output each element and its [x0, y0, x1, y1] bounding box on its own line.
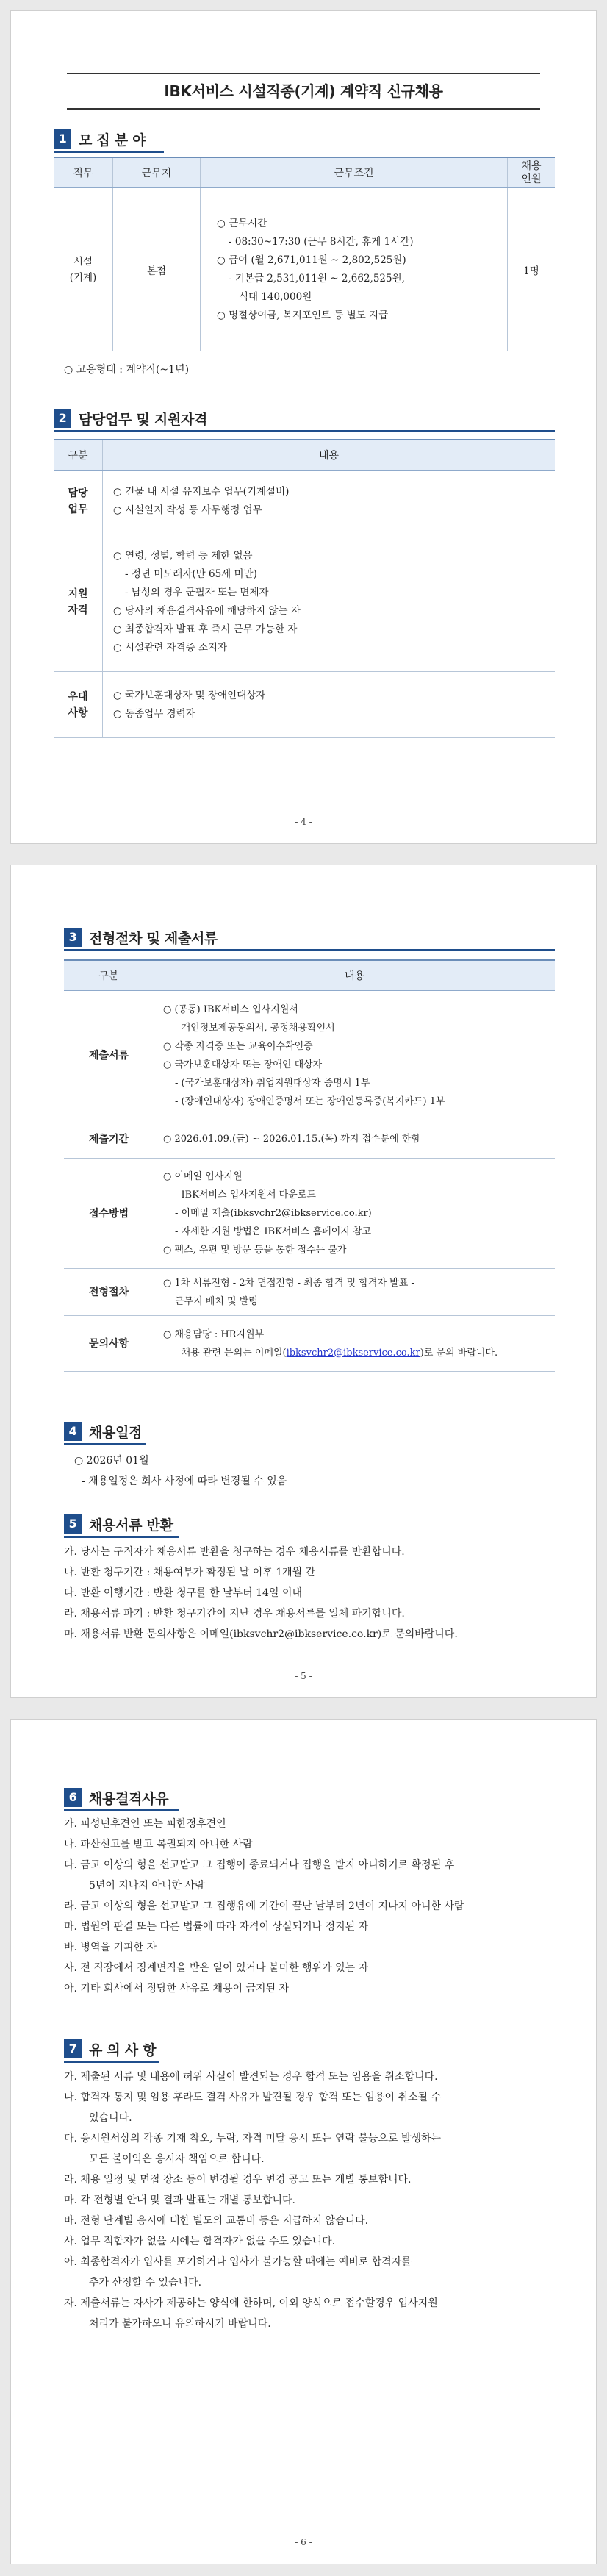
method-content	[154, 1159, 556, 1269]
content-line: ○ 연령, 성별, 학력 등 제한 없음	[113, 549, 253, 562]
content-line: ○ 각종 자격증 또는 교육이수확인증	[163, 1040, 313, 1052]
content-line: ○ 동종업무 경력자	[113, 707, 195, 720]
disq-item: 바. 병역을 기피한 자	[64, 1942, 157, 1953]
header-content: 내용	[103, 440, 556, 471]
schedule-line: ○ 2026년 01월	[74, 1455, 149, 1467]
content-line: ○ (공통) IBK서비스 입사지원서	[163, 1003, 298, 1015]
return-list	[64, 1542, 458, 1645]
disq-item: 가. 피성년후견인 또는 피한정후견인	[64, 1818, 226, 1830]
job-cell: 시설 (기계)	[54, 188, 113, 351]
content-line: ○ 팩스, 우편 및 방문 등을 통한 접수는 불가	[163, 1245, 347, 1256]
disq-item: 사. 전 직장에서 징계면직을 받은 일이 있거나 불미한 행위가 있는 자	[64, 1962, 369, 1974]
section-number-badge: 5	[64, 1514, 82, 1534]
return-item: 나. 반환 청구기간 : 채용여부가 확정된 날 이후 1개월 간	[64, 1567, 316, 1578]
content-line: - 이메일 제출(ibksvchr2@ibkservice.co.kr)	[175, 1208, 372, 1219]
section-number-badge: 1	[54, 129, 71, 149]
section-heading-recruitment-field	[54, 127, 555, 151]
disqualification-list	[64, 1814, 464, 1999]
note-item: 바. 전형 단계별 응시에 대한 별도의 교통비 등은 지급하지 않습니다.	[64, 2215, 369, 2227]
disq-item: 아. 기타 회사에서 정당한 사유로 채용이 금지된 자	[64, 1983, 290, 1994]
document-title: IBK서비스 시설직종(기계) 계약직 신규채용	[67, 73, 540, 110]
page-number: - 5 -	[295, 1671, 312, 1681]
section-underline	[64, 1443, 146, 1445]
header-conditions: 근무조건	[201, 157, 508, 188]
return-item: 다. 반환 이행기간 : 반환 청구를 한 날부터 14일 이내	[64, 1587, 302, 1599]
period-content	[154, 1120, 556, 1159]
conditions-cell	[201, 188, 508, 351]
section-underline	[64, 1536, 179, 1538]
note-item: 라. 채용 일정 및 면접 장소 등이 변경될 경우 변경 공고 또는 개별 통보합니다.	[64, 2174, 412, 2186]
notes-list	[64, 2067, 441, 2334]
disq-item: 나. 파산선고를 받고 복권되지 아니한 사람	[64, 1839, 253, 1850]
disq-item: 라. 금고 이상의 형을 선고받고 그 집행유예 기간이 끝난 날부터 2년이 지나지 아니한 사람	[64, 1900, 464, 1912]
content-line: ○ 건물 내 시설 유지보수 업무(기계설비)	[113, 485, 290, 498]
section-number-badge: 3	[64, 928, 82, 947]
header-category: 구분	[54, 440, 103, 471]
note-item: 다. 응시원서상의 각종 기재 착오, 누락, 자격 미달 응시 또는 연락 불능으로 발생하는	[64, 2133, 442, 2144]
email-link[interactable]: ibksvchr2@ibkservice.co.kr	[286, 1347, 420, 1359]
content-line: ○ 당사의 채용결격사유에 해당하지 않는 자	[113, 604, 301, 617]
category-period: 제출기간	[64, 1120, 154, 1159]
section-heading-document-return	[64, 1512, 555, 1536]
content-line: - IBK서비스 입사지원서 다운로드	[175, 1189, 316, 1201]
inquiry-content	[154, 1316, 556, 1372]
procedure-content	[154, 1269, 556, 1316]
disq-item: 마. 법원의 판결 또는 다른 법률에 따라 자격이 상실되거나 정지된 자	[64, 1921, 369, 1933]
content-line	[163, 1344, 554, 1362]
content-line: - (국가보훈대상자) 취업지원대상자 증명서 1부	[175, 1077, 370, 1089]
content-line: ○ 이메일 입사지원	[163, 1171, 243, 1182]
content-line: 근무지 배치 및 발령	[175, 1295, 258, 1307]
category-documents: 제출서류	[64, 991, 154, 1120]
schedule-list	[74, 1450, 287, 1492]
return-item: 마. 채용서류 반환 문의사항은 이메일(ibksvchr2@ibkservice.co.kr)로 문의바랍니다.	[64, 1628, 458, 1640]
section-number-badge: 7	[64, 2039, 82, 2058]
header-location: 근무지	[113, 157, 201, 188]
condition-line: ○ 근무시간	[217, 217, 267, 229]
header-job: 직무	[54, 157, 113, 188]
section-title: 채용서류 반환	[89, 1517, 173, 1534]
documents-content	[154, 991, 556, 1120]
condition-line: - 08:30~17:30 (근무 8시간, 휴게 1시간)	[229, 235, 414, 248]
category-qualifications: 지원 자격	[54, 532, 103, 672]
category-method: 접수방법	[64, 1159, 154, 1269]
header-category: 구분	[64, 960, 154, 991]
note-item: 자. 제출서류는 자사가 제공하는 양식에 한하며, 이외 양식으로 접수할경우 입사지원	[64, 2297, 438, 2309]
content-line: - 자세한 지원 방법은 IBK서비스 홈페이지 참고	[175, 1226, 372, 1237]
header-count: 채용 인원	[508, 157, 556, 188]
note-item: 있습니다.	[89, 2112, 132, 2124]
document-page-4	[10, 10, 597, 844]
document-page-6	[10, 1719, 597, 2564]
preferences-content	[103, 672, 556, 738]
return-item: 라. 채용서류 파기 : 반환 청구기간이 지난 경우 채용서류를 일체 파기합니다.	[64, 1608, 405, 1620]
section-number-badge: 6	[64, 1788, 82, 1807]
content-line: ○ 국가보훈대상자 또는 장애인 대상자	[163, 1059, 323, 1070]
content-line: ○ 시설일지 작성 등 사무행정 업무	[113, 504, 262, 516]
section-title: 전형절차 및 제출서류	[89, 930, 218, 947]
section-title: 담당업무 및 지원자격	[79, 411, 208, 428]
section-title: 유 의 사 항	[89, 2042, 157, 2058]
note-item: 나. 합격자 통지 및 임용 후라도 결격 사유가 발견될 경우 합격 또는 임용이 취소될 수	[64, 2092, 442, 2103]
duties-content	[103, 471, 556, 532]
content-line: ○ 국가보훈대상자 및 장애인대상자	[113, 689, 266, 701]
condition-line: 식대 140,000원	[239, 290, 312, 303]
section-underline	[54, 151, 164, 153]
process-table	[64, 959, 555, 1372]
header-content: 내용	[154, 960, 556, 991]
content-line: ○ 최종합격자 발표 후 즉시 근무 가능한 자	[113, 623, 298, 635]
inquiry-prefix: - 채용 관련 문의는 이메일(	[175, 1347, 287, 1359]
content-line: ○ 1차 서류전형 - 2차 면접전형 - 최종 합격 및 합격자 발표 -	[163, 1277, 414, 1289]
section-heading-notes	[64, 2037, 555, 2061]
note-item: 모든 불이익은 응시자 책임으로 합니다.	[89, 2153, 265, 2165]
condition-line: ○ 급여 (월 2,671,011원 ~ 2,802,525원)	[217, 254, 406, 266]
disq-item: 다. 금고 이상의 형을 선고받고 그 집행이 종료되거나 집행을 받지 아니하기로 확정된 후	[64, 1859, 455, 1871]
section-title: 모 집 분 야	[79, 132, 146, 149]
category-procedure: 전형절차	[64, 1269, 154, 1316]
condition-line: - 기본급 2,531,011원 ~ 2,662,525원,	[229, 272, 405, 285]
note-item: 사. 업무 적합자가 없을 시에는 합격자가 없을 수도 있습니다.	[64, 2236, 336, 2247]
page-number: - 6 -	[295, 2537, 312, 2547]
recruitment-table	[54, 157, 555, 351]
section-heading-schedule	[64, 1420, 555, 1443]
count-cell: 1명	[508, 188, 556, 351]
content-line: - 개인정보제공동의서, 공정채용확인서	[175, 1022, 335, 1034]
inquiry-suffix: )로 문의 바랍니다.	[420, 1347, 498, 1359]
document-page-5	[10, 865, 597, 1698]
page-number: - 4 -	[295, 817, 312, 827]
section-number-badge: 4	[64, 1422, 82, 1441]
section-underline	[54, 430, 555, 432]
section-underline	[64, 1809, 179, 1811]
qualifications-content	[103, 532, 556, 672]
duties-table	[54, 439, 555, 738]
content-line: ○ 채용담당 : HR지원부	[163, 1328, 265, 1340]
content-line: - 정년 미도래자(만 65세 미만)	[125, 568, 257, 580]
return-item: 가. 당사는 구직자가 채용서류 반환을 청구하는 경우 채용서류를 반환합니다.	[64, 1546, 405, 1558]
section-title: 채용결격사유	[89, 1790, 169, 1807]
condition-line: ○ 명절상여금, 복지포인트 등 별도 지급	[217, 309, 389, 321]
section-heading-duties-qualifications	[54, 407, 555, 430]
location-cell: 본점	[113, 188, 201, 351]
section-underline	[64, 949, 555, 951]
content-line: ○ 2026.01.09.(금) ~ 2026.01.15.(목) 까지 접수분에 한함	[163, 1134, 421, 1145]
schedule-line: - 채용일정은 회사 사정에 따라 변경될 수 있음	[82, 1475, 287, 1487]
category-inquiry: 문의사항	[64, 1316, 154, 1372]
employment-type-note: ○ 고용형태 : 계약직(~1년)	[64, 364, 190, 376]
section-underline	[64, 2061, 159, 2063]
section-number-badge: 2	[54, 409, 71, 428]
section-heading-process-documents	[64, 926, 555, 949]
content-line: ○ 시설관련 자격증 소지자	[113, 641, 228, 654]
content-line: - 남성의 경우 군필자 또는 면제자	[125, 586, 269, 598]
category-preferences: 우대 사항	[54, 672, 103, 738]
disq-item: 5년이 지나지 아니한 사람	[89, 1880, 205, 1892]
note-item: 마. 각 전형별 안내 및 결과 발표는 개별 통보합니다.	[64, 2194, 295, 2206]
note-item: 가. 제출된 서류 및 내용에 허위 사실이 발견되는 경우 합격 또는 임용을 취소합니다.	[64, 2071, 438, 2083]
note-item: 처리가 불가하오니 유의하시기 바랍니다.	[89, 2318, 271, 2330]
section-heading-disqualification	[64, 1786, 555, 1809]
category-duties: 담당 업무	[54, 471, 103, 532]
note-item: 추가 산정할 수 있습니다.	[89, 2277, 202, 2289]
content-line: - (장애인대상자) 장애인증명서 또는 장애인등록증(복지카드) 1부	[175, 1095, 445, 1107]
note-item: 아. 최종합격자가 입사를 포기하거나 입사가 불가능할 때에는 예비로 합격자를	[64, 2256, 412, 2268]
section-title: 채용일정	[89, 1424, 143, 1441]
